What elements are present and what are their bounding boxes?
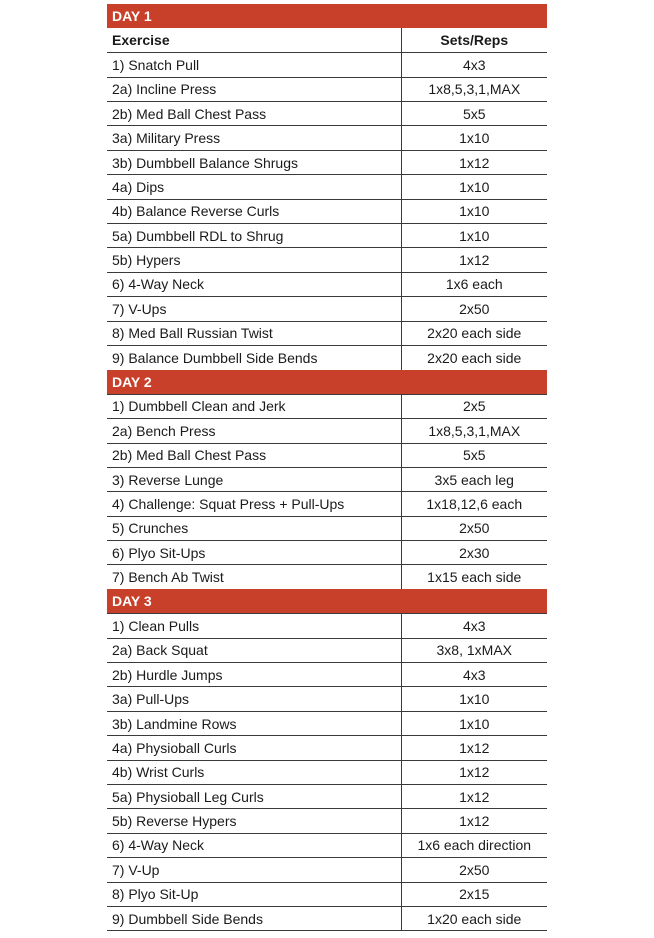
exercise-cell: 2a) Bench Press — [107, 419, 401, 443]
exercise-cell: 8) Med Ball Russian Twist — [107, 321, 401, 345]
day-header-3 — [107, 589, 547, 613]
exercise-cell: 4a) Dips — [107, 175, 401, 199]
sets-reps-cell: 1x10 — [401, 711, 547, 735]
exercise-cell: 7) V-Ups — [107, 297, 401, 321]
exercise-cell: 3b) Landmine Rows — [107, 711, 401, 735]
sets-reps-cell: 1x12 — [401, 248, 547, 272]
workout-table-body — [107, 4, 547, 931]
table-row — [107, 711, 547, 735]
column-header-row — [107, 28, 547, 52]
table-row — [107, 663, 547, 687]
exercise-cell: 2b) Med Ball Chest Pass — [107, 102, 401, 126]
table-row — [107, 199, 547, 223]
exercise-cell: 8) Plyo Sit-Up — [107, 882, 401, 906]
table-row — [107, 272, 547, 296]
table-row — [107, 150, 547, 174]
sets-reps-cell: 1x12 — [401, 150, 547, 174]
table-row — [107, 516, 547, 540]
sets-reps-cell: 1x8,5,3,1,MAX — [401, 77, 547, 101]
sets-reps-cell: 1x10 — [401, 175, 547, 199]
day-header-2 — [107, 370, 547, 394]
table-row — [107, 224, 547, 248]
exercise-cell: 2a) Incline Press — [107, 77, 401, 101]
table-row — [107, 102, 547, 126]
table-row — [107, 467, 547, 491]
sets-reps-cell: 1x6 each — [401, 272, 547, 296]
sets-reps-cell: 2x50 — [401, 516, 547, 540]
exercise-cell: 3a) Military Press — [107, 126, 401, 150]
table-row — [107, 638, 547, 662]
exercise-cell: 6) Plyo Sit-Ups — [107, 541, 401, 565]
exercise-cell: 4a) Physioball Curls — [107, 736, 401, 760]
sets-reps-cell: 1x12 — [401, 785, 547, 809]
day-title: DAY 2 — [107, 370, 547, 394]
sets-reps-cell: 2x30 — [401, 541, 547, 565]
table-row — [107, 541, 547, 565]
sets-reps-cell: 3x8, 1xMAX — [401, 638, 547, 662]
exercise-cell: 3b) Dumbbell Balance Shrugs — [107, 150, 401, 174]
table-row — [107, 126, 547, 150]
sets-reps-cell: 1x12 — [401, 736, 547, 760]
workout-table — [107, 4, 547, 931]
day-title: DAY 3 — [107, 589, 547, 613]
exercise-cell: 2b) Med Ball Chest Pass — [107, 443, 401, 467]
table-row — [107, 882, 547, 906]
sets-reps-cell: 1x10 — [401, 224, 547, 248]
exercise-cell: 4) Challenge: Squat Press + Pull-Ups — [107, 492, 401, 516]
exercise-column-header: Exercise — [112, 32, 170, 49]
exercise-cell: 4b) Balance Reverse Curls — [107, 199, 401, 223]
exercise-cell: 5b) Hypers — [107, 248, 401, 272]
sets-reps-cell: 4x3 — [401, 53, 547, 77]
sets-reps-column-header: Sets/Reps — [401, 28, 547, 52]
sets-reps-cell: 2x5 — [401, 394, 547, 418]
table-row — [107, 175, 547, 199]
table-row — [107, 77, 547, 101]
exercise-cell: 3) Reverse Lunge — [107, 467, 401, 491]
table-row — [107, 858, 547, 882]
sets-reps-cell: 2x20 each side — [401, 345, 547, 369]
exercise-cell: 3a) Pull-Ups — [107, 687, 401, 711]
sets-reps-cell: 5x5 — [401, 443, 547, 467]
exercise-cell: 1) Dumbbell Clean and Jerk — [107, 394, 401, 418]
exercise-cell: 2b) Hurdle Jumps — [107, 663, 401, 687]
table-row — [107, 785, 547, 809]
table-row — [107, 394, 547, 418]
table-row — [107, 736, 547, 760]
day-title: DAY 1 — [107, 4, 547, 28]
sets-reps-cell: 2x15 — [401, 882, 547, 906]
exercise-cell: 5a) Physioball Leg Curls — [107, 785, 401, 809]
table-row — [107, 443, 547, 467]
sets-reps-cell: 4x3 — [401, 663, 547, 687]
exercise-cell: 5b) Reverse Hypers — [107, 809, 401, 833]
sets-reps-cell: 1x18,12,6 each — [401, 492, 547, 516]
table-row — [107, 614, 547, 638]
table-row — [107, 419, 547, 443]
sets-reps-cell: 1x10 — [401, 199, 547, 223]
table-row — [107, 906, 547, 930]
sets-reps-cell: 5x5 — [401, 102, 547, 126]
table-row — [107, 53, 547, 77]
sets-reps-cell: 1x12 — [401, 809, 547, 833]
exercise-cell: 7) Bench Ab Twist — [107, 565, 401, 589]
sets-reps-cell: 2x20 each side — [401, 321, 547, 345]
exercise-cell: 1) Snatch Pull — [107, 53, 401, 77]
table-row — [107, 565, 547, 589]
exercise-cell: 6) 4-Way Neck — [107, 833, 401, 857]
sets-reps-cell: 2x50 — [401, 858, 547, 882]
table-row — [107, 760, 547, 784]
table-row — [107, 492, 547, 516]
exercise-cell: 1) Clean Pulls — [107, 614, 401, 638]
table-row — [107, 809, 547, 833]
day-header-1 — [107, 4, 547, 28]
exercise-cell: 9) Balance Dumbbell Side Bends — [107, 345, 401, 369]
exercise-cell: 5) Crunches — [107, 516, 401, 540]
sets-reps-cell: 2x50 — [401, 297, 547, 321]
table-row — [107, 345, 547, 369]
sets-reps-cell: 4x3 — [401, 614, 547, 638]
exercise-cell: 6) 4-Way Neck — [107, 272, 401, 296]
exercise-cell: 9) Dumbbell Side Bends — [107, 906, 401, 930]
workout-table-container — [107, 4, 547, 931]
sets-reps-cell: 1x15 each side — [401, 565, 547, 589]
sets-reps-cell: 1x10 — [401, 126, 547, 150]
sets-reps-cell: 1x8,5,3,1,MAX — [401, 419, 547, 443]
sets-reps-cell: 3x5 each leg — [401, 467, 547, 491]
exercise-cell: 2a) Back Squat — [107, 638, 401, 662]
exercise-cell: 4b) Wrist Curls — [107, 760, 401, 784]
sets-reps-cell: 1x10 — [401, 687, 547, 711]
table-row — [107, 321, 547, 345]
exercise-cell: 7) V-Up — [107, 858, 401, 882]
sets-reps-cell: 1x20 each side — [401, 906, 547, 930]
sets-reps-cell: 1x6 each direction — [401, 833, 547, 857]
table-row — [107, 687, 547, 711]
table-row — [107, 833, 547, 857]
exercise-cell: 5a) Dumbbell RDL to Shrug — [107, 224, 401, 248]
table-row — [107, 297, 547, 321]
sets-reps-cell: 1x12 — [401, 760, 547, 784]
table-row — [107, 248, 547, 272]
